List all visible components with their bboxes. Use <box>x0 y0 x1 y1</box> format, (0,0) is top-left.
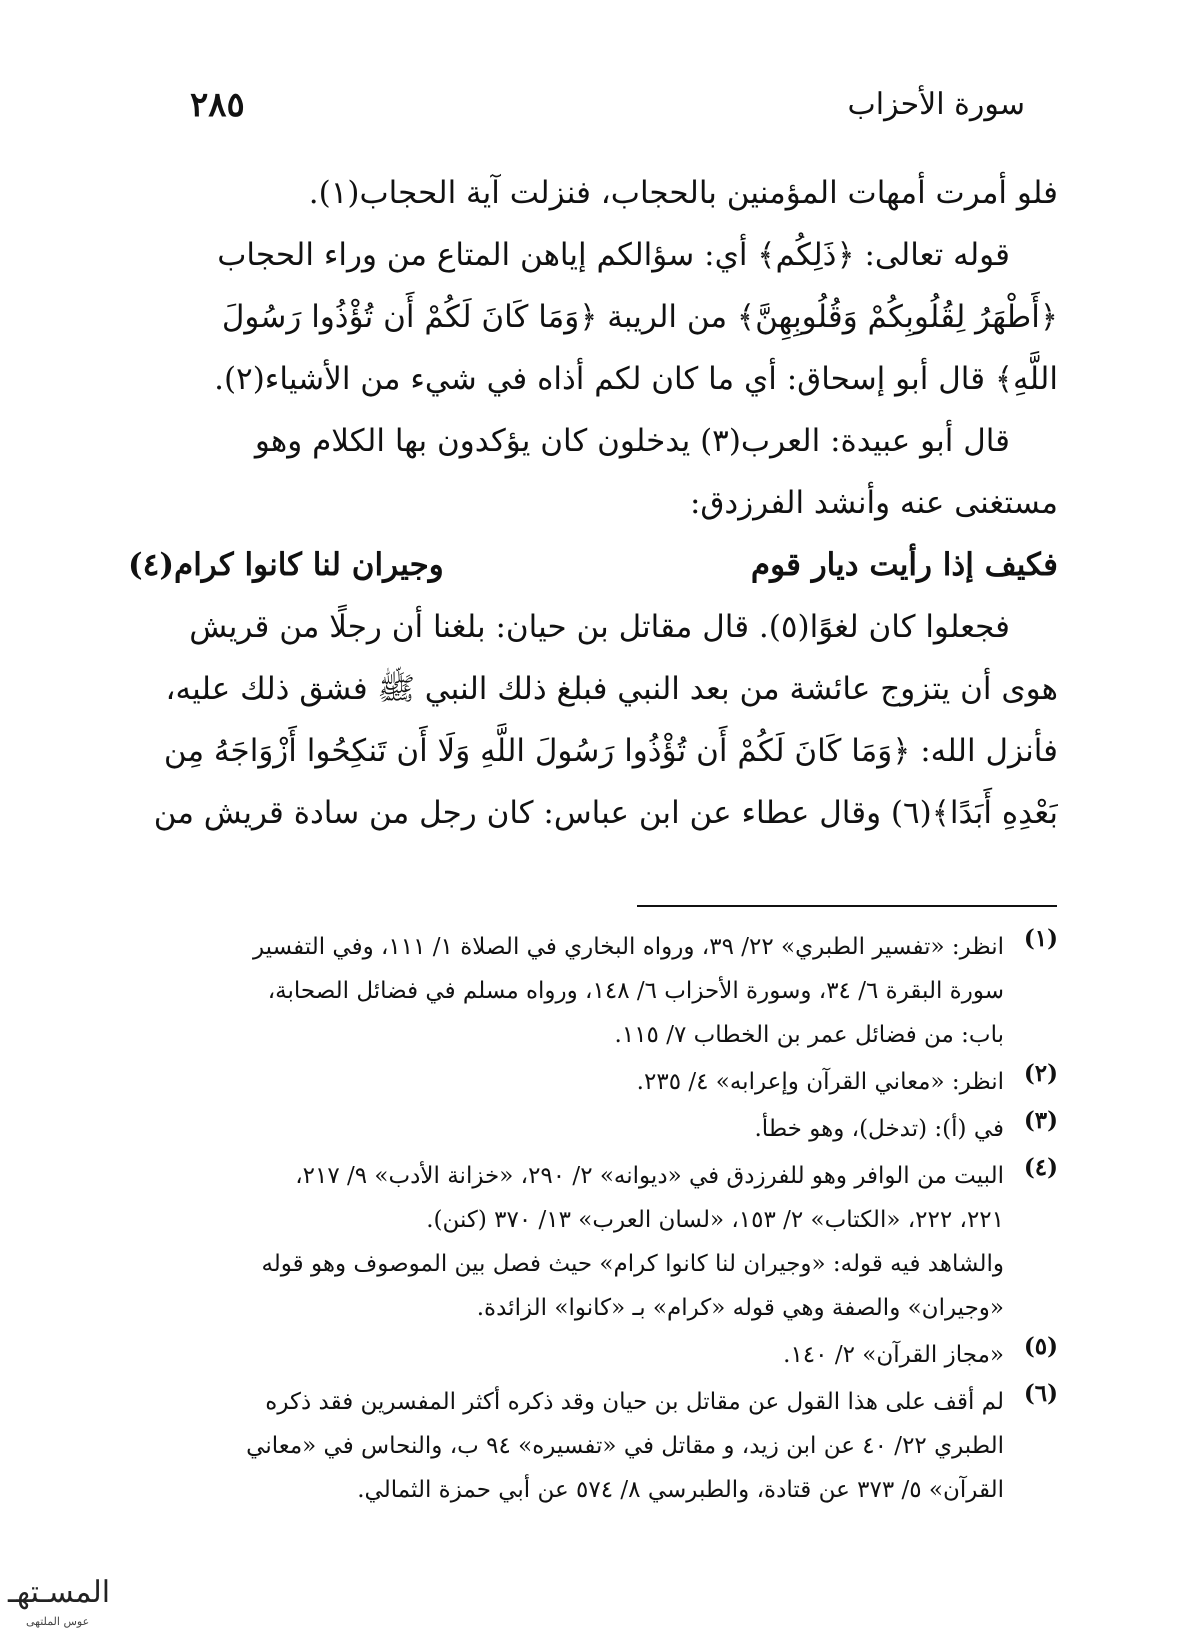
body-line: قوله تعالى: ﴿ذَلِكُم﴾ أي: سؤالكم إياهن المتاع من وراء الحجاب <box>217 237 1010 273</box>
footnote-separator <box>637 905 1057 907</box>
body-line: مستغنى عنه وأنشد الفرزدق: <box>689 485 1058 521</box>
footnote-line: «وجيران» والصفة وهي قوله «كرام» بـ «كانوا» الزائدة. <box>476 1295 1004 1321</box>
footnote-6 <box>128 1380 1058 1512</box>
verse-first-hemistich: فكيف إذا رأيت ديار قوم <box>750 547 1058 583</box>
footnote-number: (٢) <box>1023 1060 1058 1087</box>
footnote-line: انظر: «تفسير الطبري» ٢٢/ ٣٩، ورواه البخاري في الصلاة ١/ ١١١، وفي التفسير <box>252 934 1004 960</box>
footnote-line: باب: من فضائل عمر بن الخطاب ٧/ ١١٥. <box>614 1022 1004 1048</box>
logo-subtext: عوس الملتهى <box>26 1615 90 1628</box>
footnote-text <box>128 1107 1004 1151</box>
verse-second-hemistich: وجيران لنا كانوا كرام(٤) <box>128 547 444 583</box>
footnote-3 <box>128 1107 1058 1151</box>
footnote-line: انظر: «معاني القرآن وإعرابه» ٤/ ٢٣٥. <box>636 1069 1004 1095</box>
footnote-line: البيت من الوافر وهو للفرزدق في «ديوانه» ٢/ ٢٩٠، «خزانة الأدب» ٩/ ٢١٧، <box>295 1163 1004 1189</box>
footnote-number: (١) <box>1023 925 1058 952</box>
footnote-4 <box>128 1154 1058 1330</box>
footnote-line: لم أقف على هذا القول عن مقاتل بن حيان وقد ذكره أكثر المفسرين فقد ذكره <box>265 1389 1004 1415</box>
page-number: ٢٨٥ <box>190 85 245 125</box>
page-header <box>190 85 1025 135</box>
body-line: قال أبو عبيدة: العرب(٣) يدخلون كان يؤكدون بها الكلام وهو <box>254 423 1010 459</box>
footnote-text <box>128 1154 1004 1330</box>
footnote-number: (٦) <box>1023 1380 1058 1407</box>
body-line: اللَّهِ﴾ قال أبو إسحاق: أي ما كان لكم أذاه في شيء من الأشياء(٢). <box>214 361 1058 397</box>
footnote-line: في (أ): (تدخل)، وهو خطأ. <box>754 1116 1004 1142</box>
body-line: فلو أمرت أمهات المؤمنين بالحجاب، فنزلت آية الحجاب(١). <box>308 175 1058 211</box>
body-line: بَعْدِهِ أَبَدًا﴾(٦) وقال عطاء عن ابن عباس: كان رجل من سادة قريش من <box>153 795 1058 831</box>
footnote-line: القرآن» ٥/ ٣٧٣ عن قتادة، والطبرسي ٨/ ٥٧٤ عن أبي حمزة الثمالي. <box>357 1477 1004 1503</box>
footnote-text <box>128 1060 1004 1104</box>
body-line: ﴿أَطْهَرُ لِقُلُوبِكُمْ وَقُلُوبِهِنَّ﴾ من الريبة ﴿وَمَا كَانَ لَكُمْ أَن تُؤْذُوا رَسُولَ <box>221 299 1058 335</box>
poetry-verse <box>128 534 1058 596</box>
body-line: فأنزل الله: ﴿وَمَا كَانَ لَكُمْ أَن تُؤْذُوا رَسُولَ اللَّهِ وَلَا أَن تَنكِحُوا أَزْوَاجَهُ مِن <box>163 733 1058 769</box>
footnote-number: (٥) <box>1023 1333 1058 1360</box>
main-text <box>128 162 1058 844</box>
footnote-number: (٣) <box>1023 1107 1058 1134</box>
footnote-line: ٢٢١، ٢٢٢، «الكتاب» ٢/ ١٥٣، «لسان العرب» ١٣/ ٣٧٠ (كنن). <box>426 1207 1004 1233</box>
footnote-line: الطبري ٢٢/ ٤٠ عن ابن زيد، و مقاتل في «تفسيره» ٩٤ ب، والنحاس في «معاني <box>246 1433 1004 1459</box>
footnotes <box>128 925 1058 1515</box>
footnote-5 <box>128 1333 1058 1377</box>
footnote-text <box>128 925 1004 1057</box>
footnote-2 <box>128 1060 1058 1104</box>
footnote-text <box>128 1333 1004 1377</box>
body-line: هوى أن يتزوج عائشة من بعد النبي فبلغ ذلك النبي ﷺ فشق ذلك عليه، <box>165 671 1058 707</box>
logo-text: المسـتهـ <box>8 1575 111 1610</box>
footnote-number: (٤) <box>1023 1154 1058 1181</box>
running-title: سورة الأحزاب <box>847 87 1025 122</box>
body-line: فجعلوا كان لغوًا(٥). قال مقاتل بن حيان: بلغنا أن رجلًا من قريش <box>189 609 1010 645</box>
footnote-line: سورة البقرة ٦/ ٣٤، وسورة الأحزاب ٦/ ١٤٨، ورواه مسلم في فضائل الصحابة، <box>267 978 1004 1004</box>
watermark-logo <box>8 1575 128 1635</box>
footnote-1 <box>128 925 1058 1057</box>
footnote-line: «مجاز القرآن» ٢/ ١٤٠. <box>783 1342 1004 1368</box>
footnote-line: والشاهد فيه قوله: «وجيران لنا كانوا كرام» حيث فصل بين الموصوف وهو قوله <box>261 1251 1004 1277</box>
footnote-text <box>128 1380 1004 1512</box>
